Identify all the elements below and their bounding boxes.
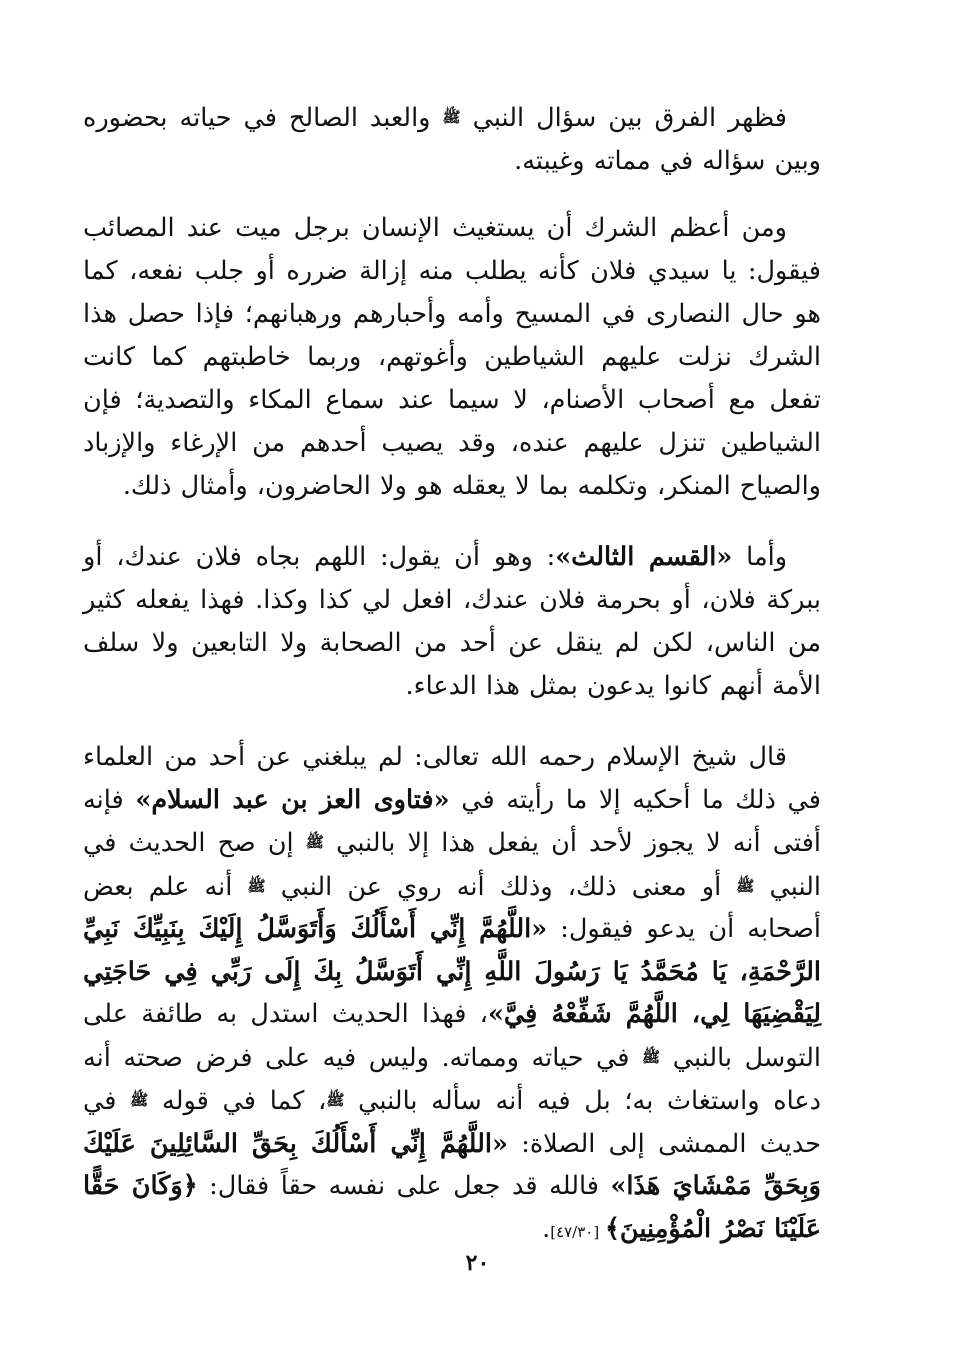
- honorific-symbol: ﷺ: [130, 1091, 149, 1109]
- paragraph-4-text-7: في حياته ومماته. وليس فيه على فرض صحته أنه دعاه واستغاث به؛ بل فيه أنه سأله بالنبي: [83, 1042, 821, 1116]
- paragraph-1-text-2: والعبد الصالح في حياته بحضوره وبين سؤاله في مماته وغيبته.: [83, 103, 821, 176]
- honorific-symbol: ﷺ: [247, 876, 266, 895]
- page-number: ٢٠: [465, 1250, 490, 1276]
- paragraph-4: [83, 736, 821, 1253]
- paragraph-4-text-9: في حديث الممشى إلى الصلاة:: [83, 1086, 821, 1159]
- paragraph-2: [83, 207, 821, 508]
- paragraph-1: [83, 96, 821, 183]
- hadith-quote-1: «اللَّهُمَّ إِنِّي أَسْأَلُكَ وَأَتَوَسَّلُ إِلَيْكَ بِنَبِيِّكَ نَبِيِّ الرَّحْمَةِ، يَا مُحَمَّدُ يَا رَسُولَ اللَّهِ إِنِّي أَتَوَسَّلُ بِكَ إِلَى رَبِّي فِي حَاجَتِي لِيَقْضِيَهَا لِي، اللَّهُمَّ شَفِّعْهُ فِيَّ»: [83, 914, 821, 1029]
- paragraph-4-text-1: قال شيخ الإسلام رحمه الله تعالى: لم يبلغني عن أحد من العلماء في ذلك ما أحكيه إلا ما رأيته في: [83, 742, 821, 815]
- paragraph-4-text-5: أنه علم بعض أصحابه أن يدعو فيقول:: [83, 871, 822, 944]
- book-title: «فتاوى العز بن عبد السلام»: [135, 784, 450, 815]
- paragraph-4-text-8: ، كما في قوله: [148, 1086, 327, 1116]
- paragraph-3-bold-term: «القسم الثالث»: [555, 542, 733, 572]
- hadith-quote-2: «اللَّهُمَّ إِنِّي أَسْأَلُكَ بِحَقِّ السَّائِلِينَ عَلَيْكَ وَبِحَقِّ مَمْشَايَ هَذَا»: [83, 1128, 821, 1201]
- paragraph-4-text-2: فإنه أفتى أنه لا يجوز لأحد أن يفعل هذا إلا بالنبي: [83, 784, 821, 858]
- paragraph-2-text: ومن أعظم الشرك أن يستغيث الإنسان برجل ميت عند المصائب فيقول: يا سيدي فلان كأنه يطلب منه إزالة ضرره أو جلب نفعه، كما هو حال النصارى في المسيح وأمه وأحبارهم ورهبانهم؛ فإذا حصل هذا الشرك نزلت عليهم الشياطين وأغوتهم، وربما خاطبتهم كما كانت تفعل مع أصحاب الأصنام، لا سيما عند سماع المكاء والتصدية؛ فإن الشياطين تنزل عليهم عنده، وقد يصيب أحدهم من الإرغاء والإزباد والصياح المنكر، وتكلمه بما لا يعقله هو ولا الحاضرون، وأمثال ذلك.: [83, 213, 821, 501]
- honorific-symbol: ﷺ: [305, 833, 324, 851]
- paragraph-4-text-10: فالله قد جعل على نفسه حقاً فقال:: [197, 1171, 611, 1201]
- honorific-symbol: ﷺ: [326, 1091, 345, 1109]
- quran-verse: ﴿وَكَانَ حَقًّا عَلَيْنَا نَصْرُ الْمُؤْمِنِينَ﴾: [83, 1171, 821, 1244]
- paragraph-1-text-1: فظهر الفرق بين سؤال النبي: [460, 103, 787, 133]
- paragraph-4-text-3: إن صح الحديث في النبي: [83, 828, 822, 902]
- verse-reference: [٤٧/٣٠]: [550, 1222, 605, 1241]
- honorific-symbol: ﷺ: [642, 1047, 661, 1066]
- paragraph-4-text-6: ، فهذا الحديث استدل به طائفة على التوسل بالنبي: [83, 999, 821, 1073]
- honorific-symbol: ﷺ: [442, 108, 461, 126]
- paragraph-3: [83, 536, 821, 708]
- honorific-symbol: ﷺ: [736, 876, 755, 895]
- paragraph-3-text-1: وأما: [732, 542, 788, 572]
- paragraph-4-text-11: .: [542, 1213, 551, 1244]
- document-page: [83, 96, 821, 1281]
- paragraph-3-text-2: : وهو أن يقول: اللهم بجاه فلان عندك، أو ببركة فلان، أو بحرمة فلان عندك، افعل لي كذا وكذا. فهذا يفعله كثير من الناس، لكن لم ينقل عن أحد من الصحابة ولا التابعين ولا سلف الأمة أنهم كانوا يدعون بمثل هذا الدعاء.: [83, 542, 821, 701]
- paragraph-4-text-4: أو معنى ذلك، وذلك أنه روي عن النبي: [265, 871, 737, 902]
